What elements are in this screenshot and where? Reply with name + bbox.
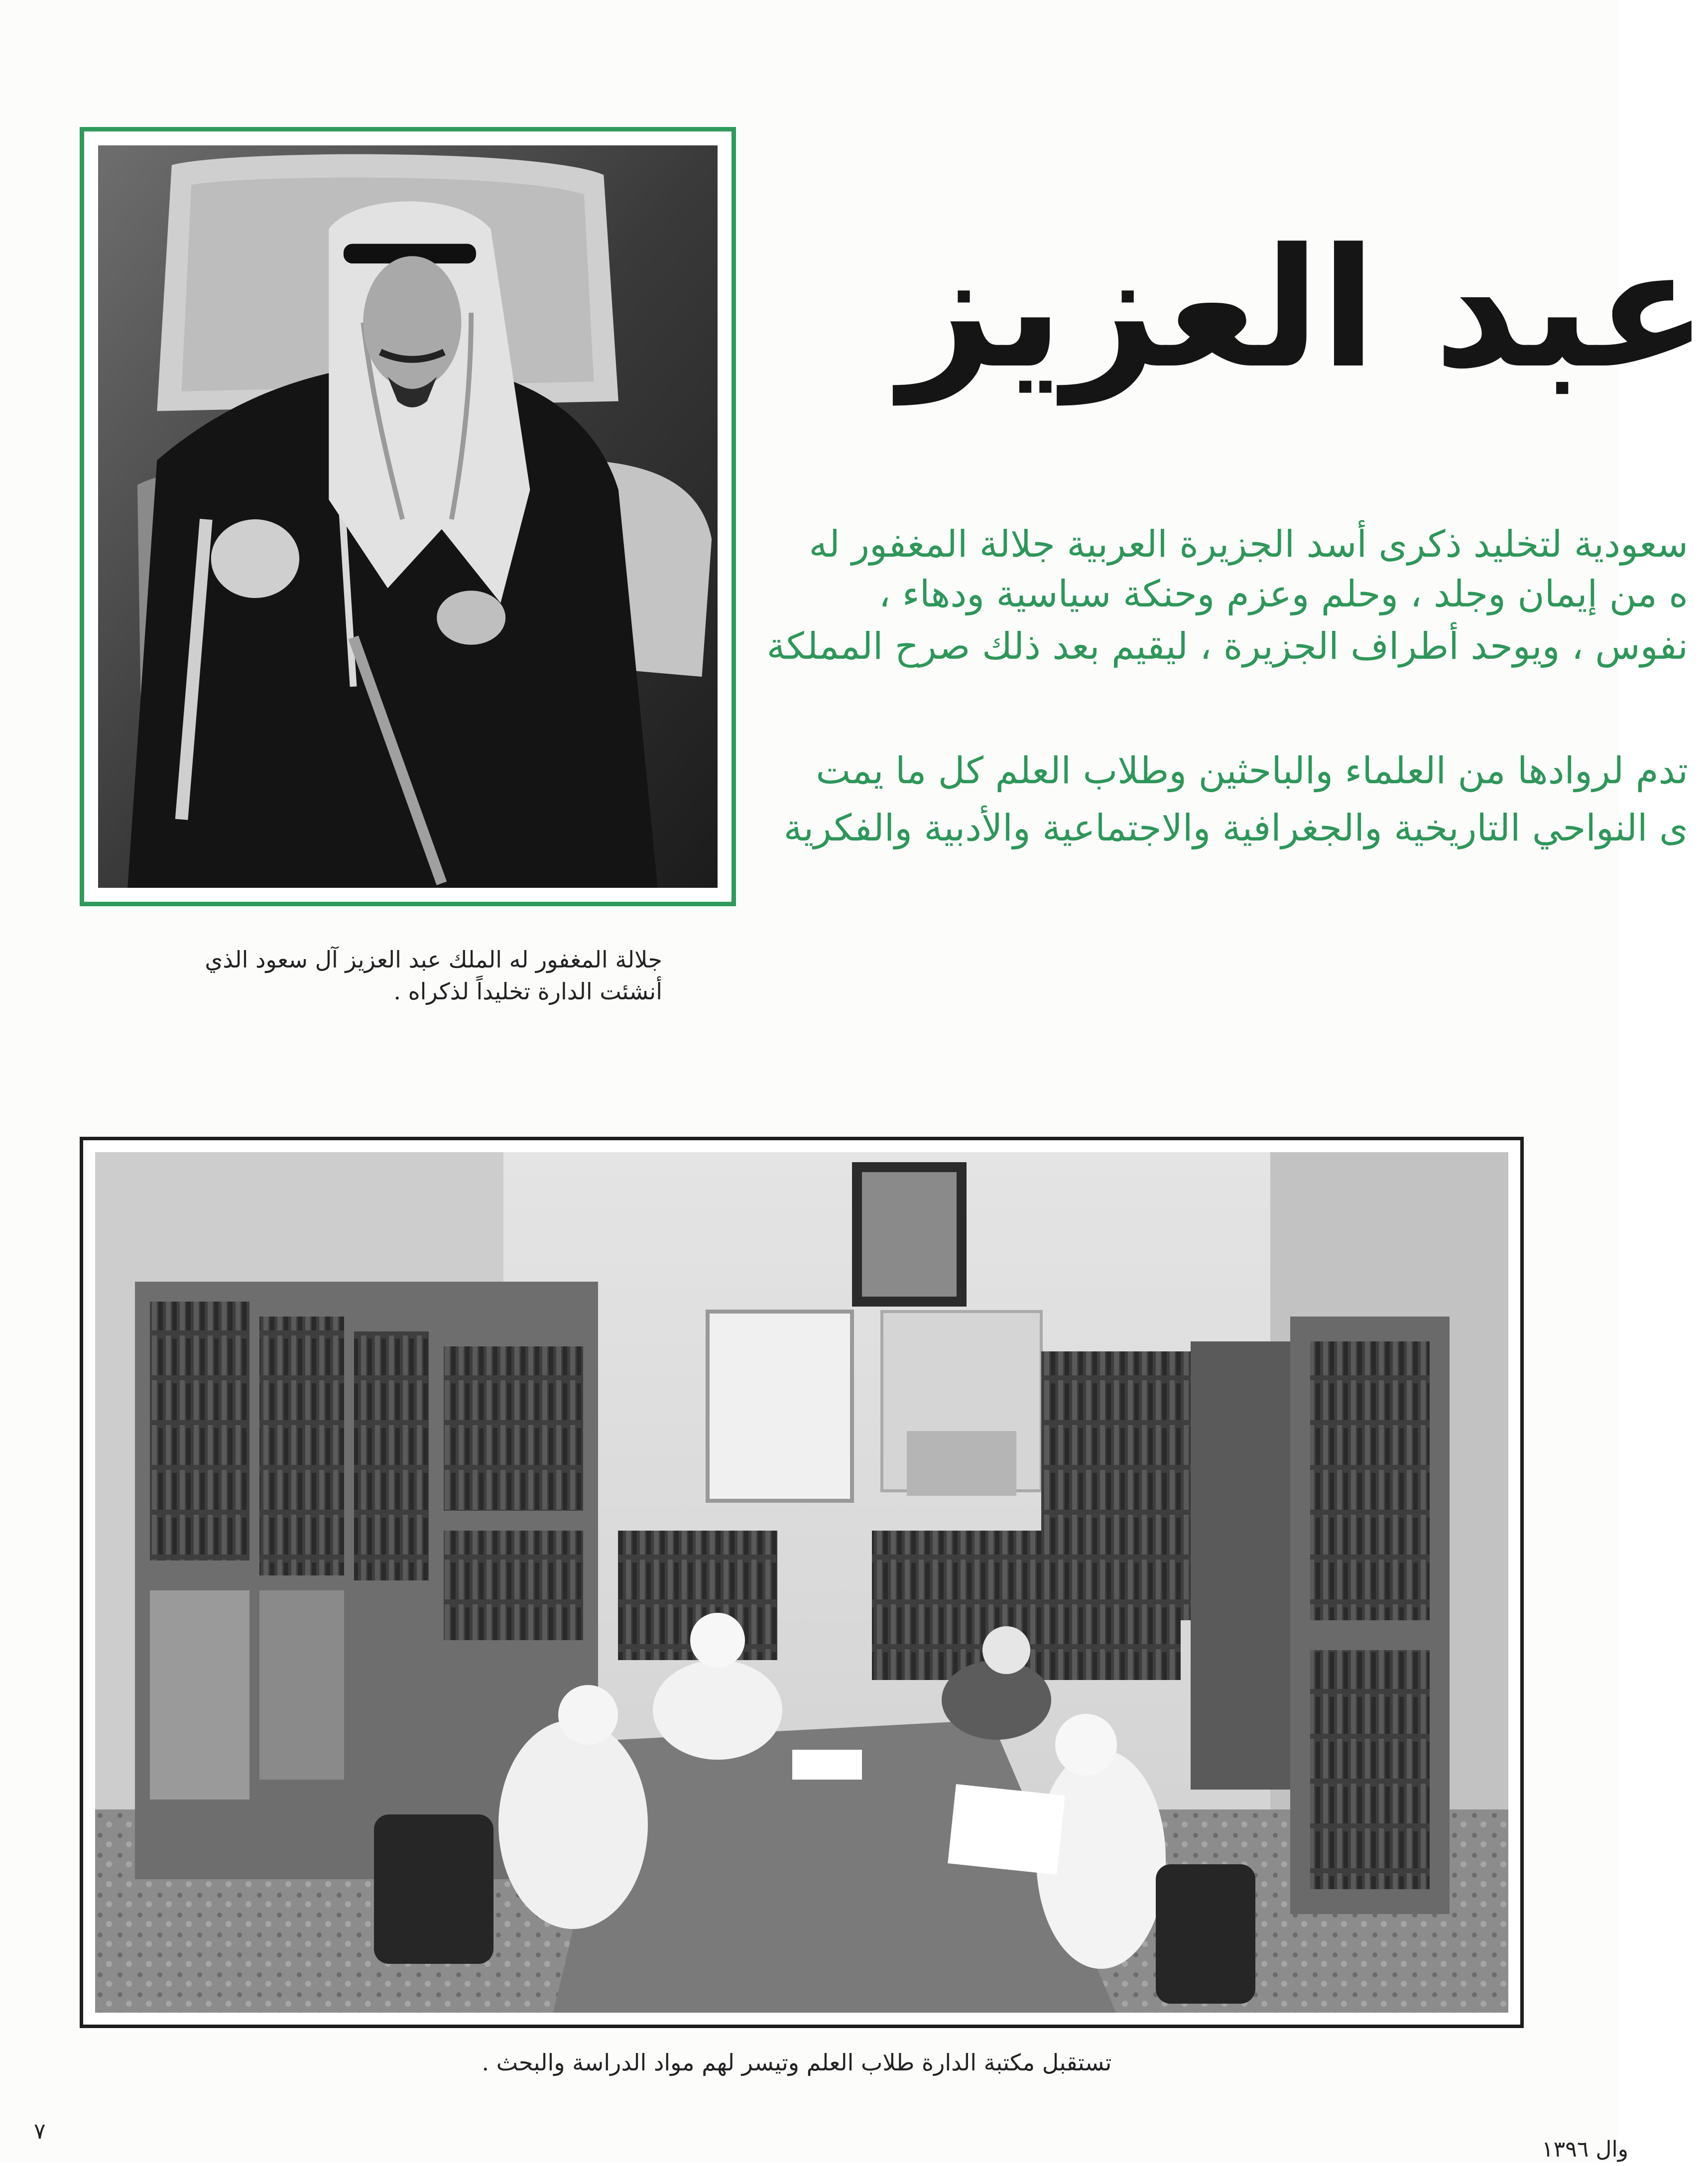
page-number: ٧ [34, 2119, 46, 2144]
footer-date-text: وال ١٣٩٦ [1542, 2137, 1628, 2162]
portrait-caption [164, 944, 662, 1007]
intro-line: ه من إيمان وجلد ، وحلم وعزم وحنكة سياسية ودهاء ، [878, 573, 1688, 615]
intro-line: تدم لروادها من العلماء والباحثين وطلاب العلم كل ما يمت [816, 749, 1688, 792]
calligraphy-title [747, 213, 1708, 404]
library-image [95, 1152, 1508, 2013]
portrait-image [98, 145, 718, 888]
portrait-photo [98, 145, 718, 888]
portrait-frame [80, 127, 736, 906]
intro-paragraph [766, 520, 1688, 864]
portrait-caption-line: جلالة المغفور له الملك عبد العزيز آل سعود الذي [205, 946, 662, 973]
title-text: عبد العزيز [899, 213, 1708, 404]
footer-date [1474, 2136, 1628, 2166]
library-photo-frame [80, 1137, 1524, 2028]
library-photo [95, 1152, 1508, 2013]
intro-line: سعودية لتخليد ذكرى أسد الجزيرة العربية جلالة المغفور له [809, 523, 1688, 566]
portrait-caption-line: أنشئت الدارة تخليداً لذكراه . [393, 978, 662, 1005]
library-caption: تستقبل مكتبة الدارة طلاب العلم وتيسر لهم مواد الدراسة والبحث . [482, 2049, 1112, 2076]
intro-line: نفوس ، ويوحد أطراف الجزيرة ، ليقيم بعد ذلك صرح المملكة [766, 625, 1688, 668]
intro-line: ى النواحي التاريخية والجغرافية والاجتماعية والأدبية والفكرية [783, 807, 1688, 849]
